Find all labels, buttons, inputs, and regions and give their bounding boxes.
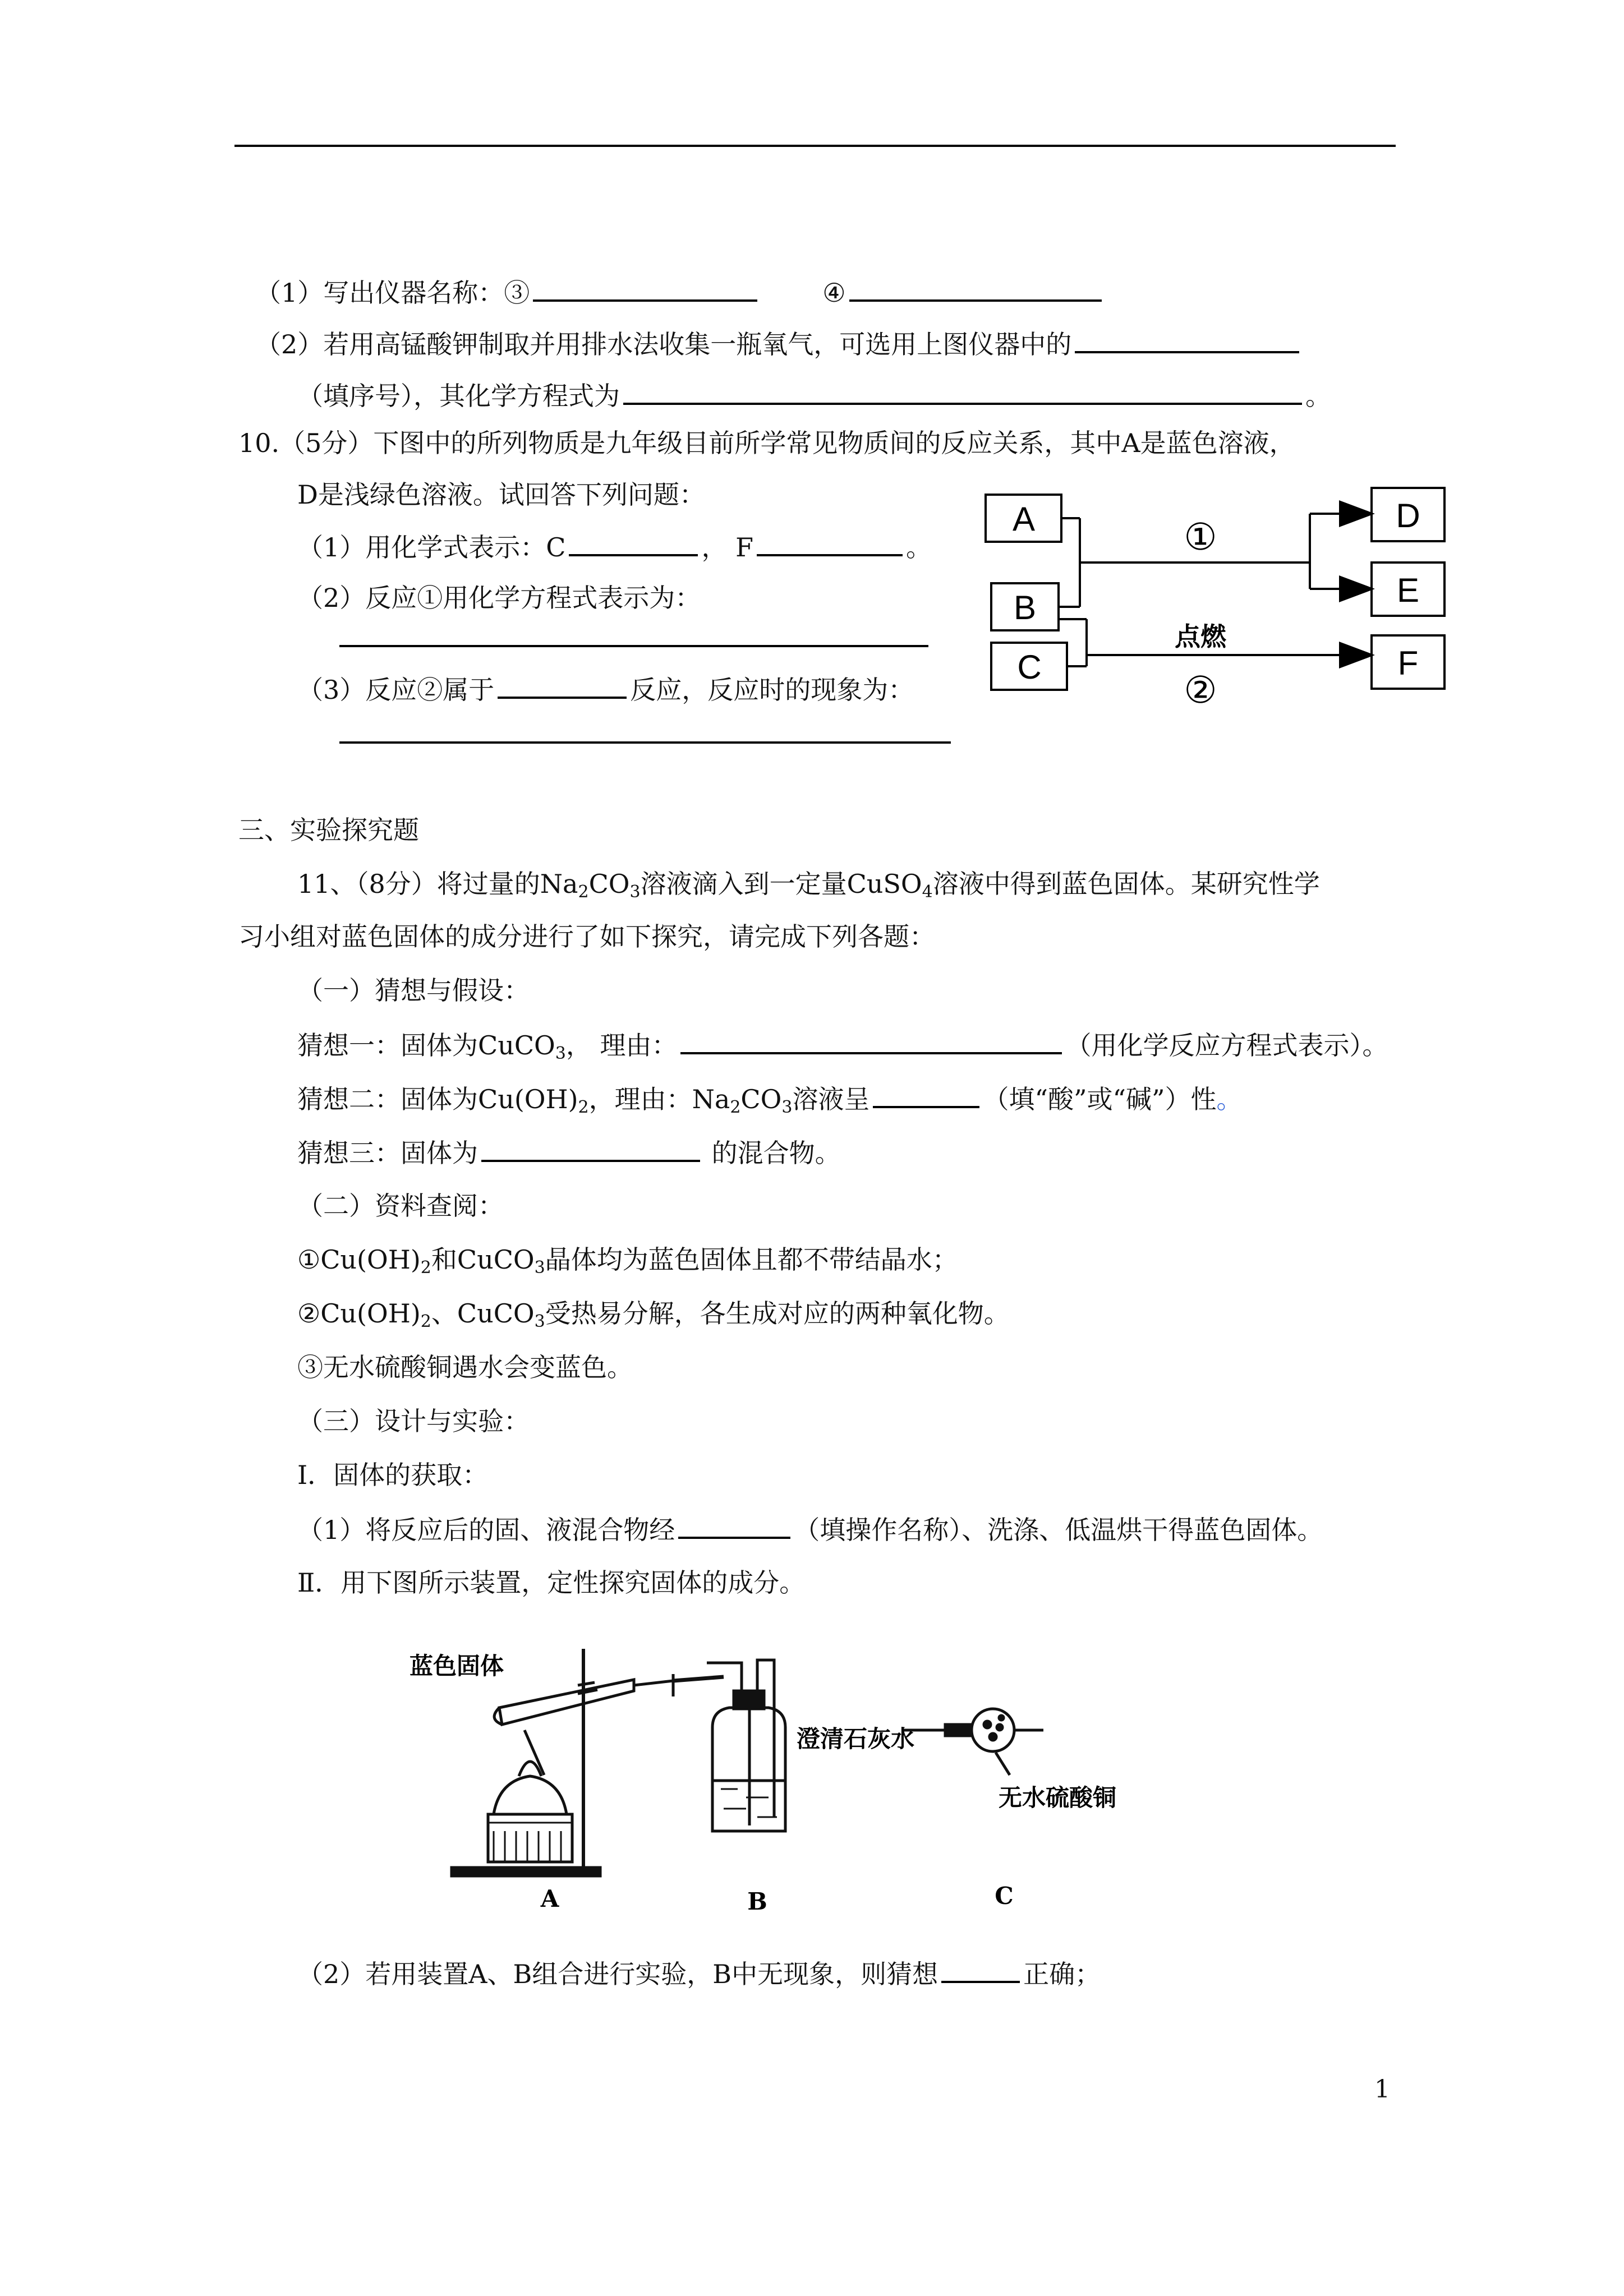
answer-blank-operation[interactable] — [678, 1512, 790, 1539]
ignite-condition: 点燃 — [1175, 621, 1226, 652]
answer-blank-reason-1[interactable] — [680, 1027, 1062, 1054]
label-c: C — [995, 1882, 1014, 1910]
answer-blank-apparatus[interactable] — [1075, 326, 1299, 353]
label-anhydrous-cuso4: 无水硫酸铜 — [999, 1784, 1117, 1811]
q10-stem-line1: 10.（5分）下图中的所列物质是九年级目前所学常见物质间的反应关系，其中A是蓝色溶液， — [238, 428, 1295, 458]
step-1-part1: （1）将反应后的固、液混合物经 （填操作名称）、洗涤、低温烘干得蓝色固体。 — [297, 1512, 1323, 1547]
q10-part2: （2）反应①用化学方程式表示为： — [297, 583, 701, 613]
answer-blank-instrument-3[interactable] — [533, 275, 757, 302]
reference-2: $②Cu(OH)_2$、CuCO$_3$受热易分解，各生成对应的两种氧化物。 — [297, 1298, 1010, 1331]
reference-heading: （二）资料查阅： — [297, 1191, 504, 1221]
answer-blank-acidity[interactable] — [873, 1081, 979, 1108]
section-title: 三、实验探究题 — [238, 815, 419, 845]
apparatus-c — [903, 1709, 1043, 1775]
q9-part1: （1）写出仪器名称：③ ④ — [255, 275, 1105, 310]
answer-blank-equation[interactable] — [623, 378, 1302, 405]
answer-blank-f[interactable] — [757, 529, 903, 556]
box-a-label: A — [1012, 500, 1036, 538]
label-blue-solid: 蓝色固体 — [410, 1652, 504, 1680]
box-c-label: C — [1017, 648, 1042, 686]
q10-part1: （1）用化学式表示：C ， F 。 — [297, 529, 932, 564]
label-a: A — [540, 1885, 559, 1910]
answer-blank-hypothesis[interactable] — [941, 1956, 1020, 1983]
answer-blank-reaction-type[interactable] — [498, 672, 627, 699]
box-d-label: D — [1396, 497, 1420, 534]
page-number: 1 — [1374, 2075, 1390, 2104]
q10-part3: （3）反应②属于 反应，反应时的现象为： — [297, 672, 914, 707]
hypothesis-2: 猜想二：固体为$Cu(OH)_2$，理由：$Na_2CO_3$溶液呈 （填“酸”或“碱”）性。 — [297, 1081, 1243, 1116]
q11-stem-line2: 习小组对蓝色固体的成分进行了如下探究，请完成下列各题： — [238, 921, 935, 952]
reference-1: $①Cu(OH)_2$和CuCO$_3$晶体均为蓝色固体且都不带结晶水； — [297, 1244, 958, 1278]
step-2-part2: （2）若用装置A、B组合进行实验，B中无现象，则猜想 正确； — [297, 1956, 1101, 1991]
apparatus-b — [707, 1660, 785, 1831]
label-b: B — [747, 1888, 767, 1910]
box-e-label: E — [1396, 571, 1420, 609]
apparatus-a — [452, 1649, 724, 1876]
box-b-label: B — [1013, 589, 1037, 626]
answer-blank-mixture[interactable] — [481, 1135, 700, 1162]
q10-stem-line2: D是浅绿色溶液。试回答下列问题： — [297, 480, 705, 510]
answer-line-reaction1[interactable] — [339, 645, 928, 647]
box-f-label: F — [1397, 644, 1419, 682]
reference-3: ③无水硫酸铜遇水会变蓝色。 — [297, 1352, 633, 1382]
q9-part2: （2）若用高锰酸钾制取并用排水法收集一瓶氧气，可选用上图仪器中的 — [255, 326, 1303, 361]
q11-stem-line1: 11、（8分）将过量的$Na_2CO_3$溶液滴入到一定量CuSO$_4$溶液中得到蓝色固体。某研究性学 — [297, 869, 1320, 902]
q9-part2b: （填序号），其化学方程式为 。 — [297, 378, 1331, 413]
step-1-heading: Ⅰ．固体的获取： — [297, 1460, 489, 1490]
label-lime-water: 澄清石灰水 — [797, 1725, 915, 1753]
step-2-heading: Ⅱ．用下图所示装置，定性探究固体的成分。 — [297, 1567, 806, 1598]
answer-blank-c[interactable] — [569, 529, 698, 556]
hypothesis-heading: （一）猜想与假设： — [297, 975, 530, 1006]
hypothesis-1: 猜想一：固体为CuCO$_3$， 理由： （用化学反应方程式表示）。 — [297, 1027, 1388, 1062]
reaction-1-label: ① — [1184, 515, 1217, 559]
answer-blank-instrument-4[interactable] — [849, 275, 1102, 302]
design-heading: （三）设计与实验： — [297, 1406, 530, 1436]
reaction-diagram — [984, 487, 1467, 717]
reaction-2-label: ② — [1184, 668, 1217, 712]
answer-line-phenomenon[interactable] — [339, 741, 951, 744]
apparatus-figure — [410, 1646, 1195, 1910]
hypothesis-3: 猜想三：固体为 的混合物。 — [297, 1135, 841, 1170]
header-rule — [234, 145, 1396, 147]
